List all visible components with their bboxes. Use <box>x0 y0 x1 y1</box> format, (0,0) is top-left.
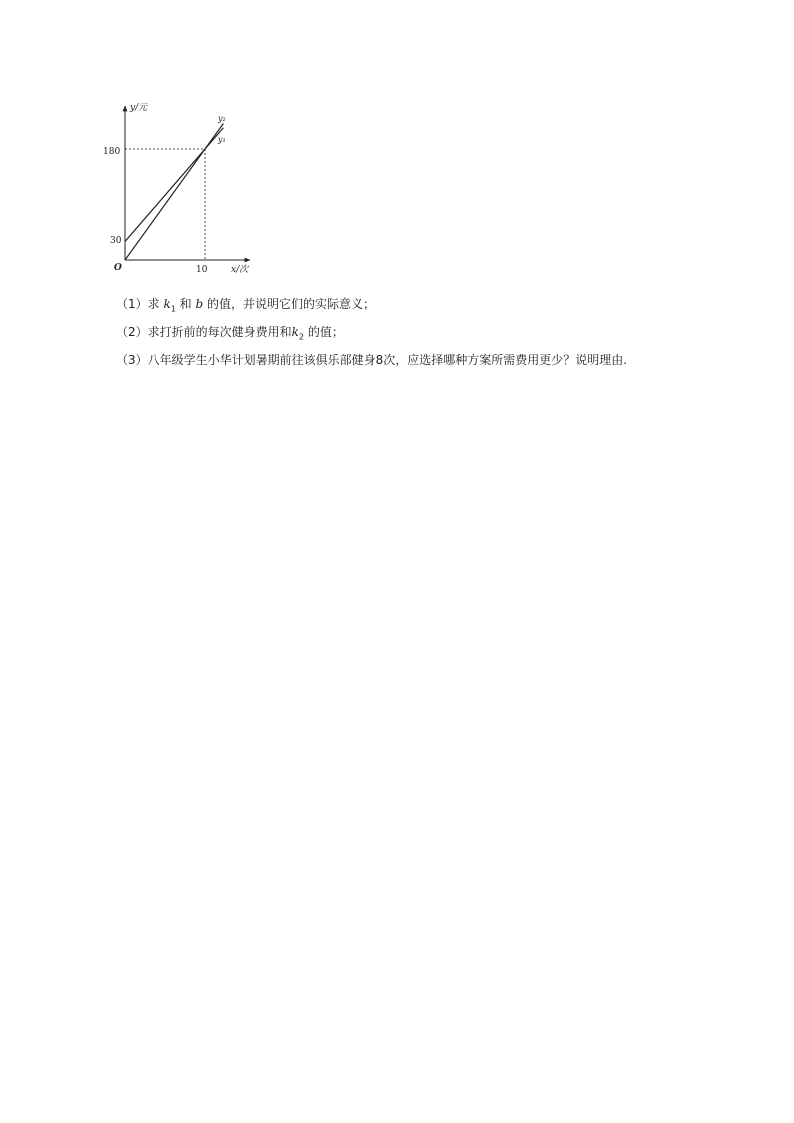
series-line-1 <box>125 128 223 242</box>
series-label-y2: y₂ <box>218 114 226 123</box>
y-tick-label-30: 30 <box>110 236 122 246</box>
y-tick-label-180: 180 <box>103 147 121 157</box>
question-3: （3）八年级学生小华计划暑期前往该俱乐部健身8次，应选择哪种方案所需费用更少？说明理由. <box>116 353 628 367</box>
x-tick-label: 10 <box>196 265 208 275</box>
cost-chart <box>100 96 270 281</box>
question-2: （2）求打折前的每次健身费用和$k_2$ 的值； <box>116 325 344 342</box>
question-list <box>116 290 756 374</box>
origin-label: O <box>114 263 122 273</box>
series-label-y1: y₁ <box>218 135 226 144</box>
line-chart <box>100 96 270 281</box>
question-1: （1）求 $k_1$ 和 b 的值，并说明它们的实际意义； <box>116 297 376 314</box>
y-axis-label: y/元 <box>130 103 148 113</box>
x-axis-label: x/次 <box>231 265 249 275</box>
